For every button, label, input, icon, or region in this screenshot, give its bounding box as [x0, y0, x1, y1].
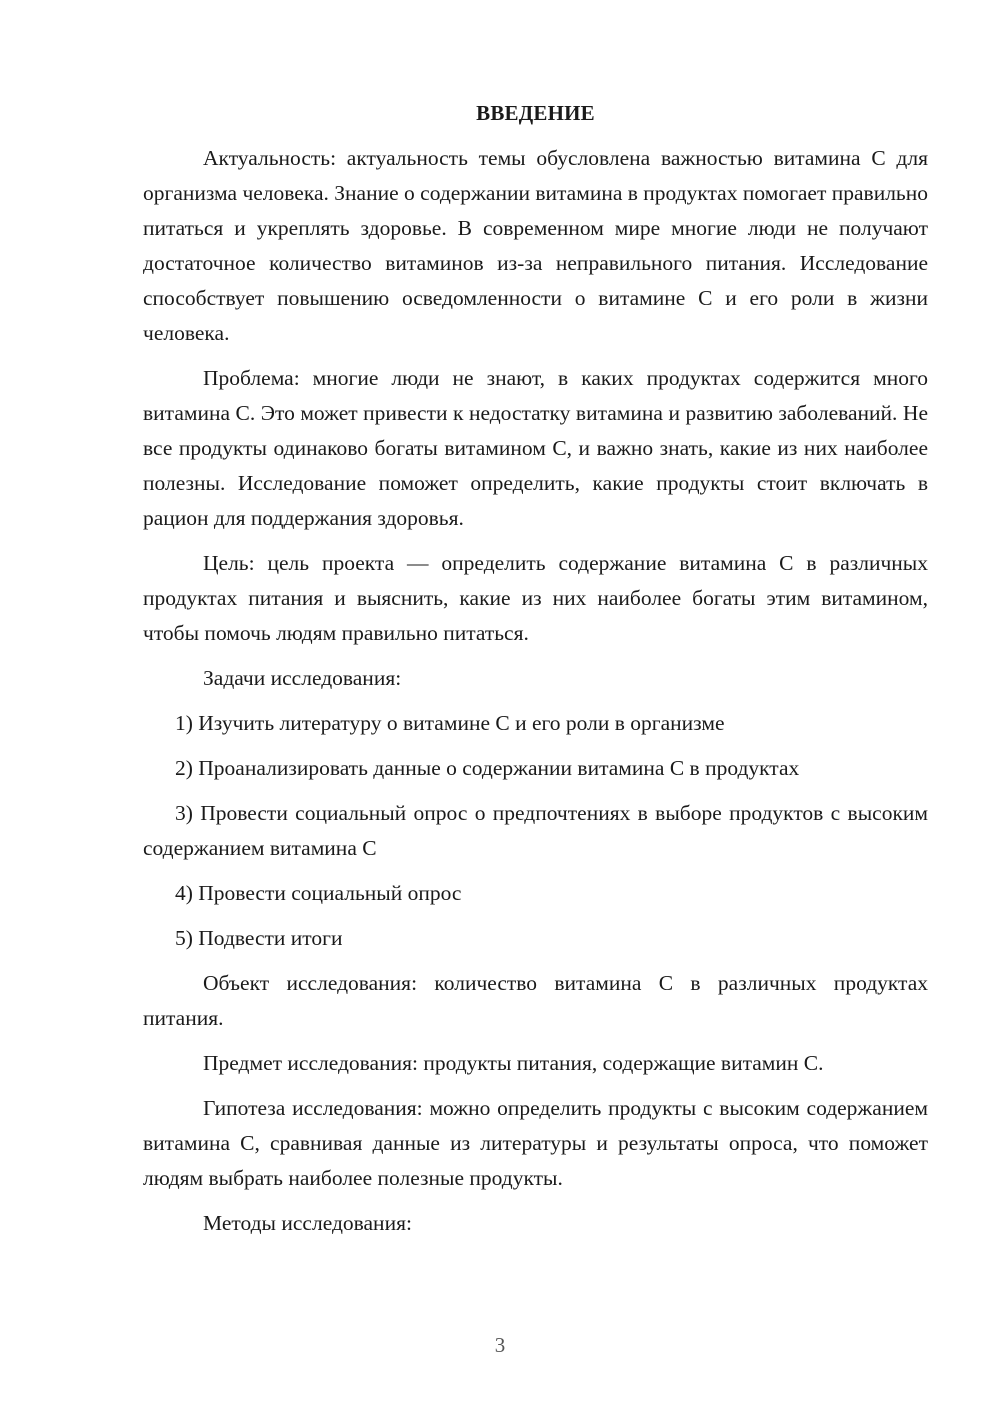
page-number: 3	[494, 1333, 506, 1357]
subject-paragraph: Предмет исследования: продукты питания, содержащие витамин С.	[203, 1051, 824, 1075]
task-item: 5) Подвести итоги	[175, 926, 343, 950]
task-item: 3) Провести социальный опрос о предпочтениях в выборе продуктов с высоким содержанием витамина С	[143, 801, 928, 860]
document-page	[143, 96, 928, 1251]
object-paragraph: Объект исследования: количество витамина С в различных продуктах питания.	[143, 971, 928, 1030]
section-title: ВВЕДЕНИЕ	[476, 101, 595, 125]
task-item: 2) Проанализировать данные о содержании витамина С в продуктах	[175, 756, 800, 780]
goal-paragraph: Цель: цель проекта — определить содержание витамина С в различных продуктах питания и выяснить, какие из них наиболее богаты этим витамином, чтобы помочь людям правильно питаться.	[143, 551, 928, 645]
task-item: 4) Провести социальный опрос	[175, 881, 462, 905]
hypothesis-paragraph: Гипотеза исследования: можно определить продукты с высоким содержанием витамина С, сравнивая данные из литературы и результаты опроса, что поможет людям выбрать наиболее полезные продукты.	[143, 1096, 928, 1190]
task-item: 1) Изучить литературу о витамине С и его роли в организме	[175, 711, 725, 735]
tasks-heading: Задачи исследования:	[203, 666, 402, 690]
problem-paragraph: Проблема: многие люди не знают, в каких продуктах содержится много витамина С. Это может привести к недостатку витамина и развитию заболеваний. Не все продукты одинаково богаты витамином С, и важно знать, какие из них наиболее полезны. Исследование поможет определить, какие продукты стоит включать в рацион для поддержания здоровья.	[143, 366, 928, 530]
relevance-paragraph: Актуальность: актуальность темы обусловлена важностью витамина С для организма человека. Знание о содержании витамина в продуктах помогает правильно питаться и укреплять здоровье. В современном мире многие люди не получают достаточное количество витаминов из-за неправильного питания. Исследование способствует повышению осведомленности о витамине С и его роли в жизни человека.	[143, 146, 928, 345]
methods-heading: Методы исследования:	[203, 1211, 412, 1235]
